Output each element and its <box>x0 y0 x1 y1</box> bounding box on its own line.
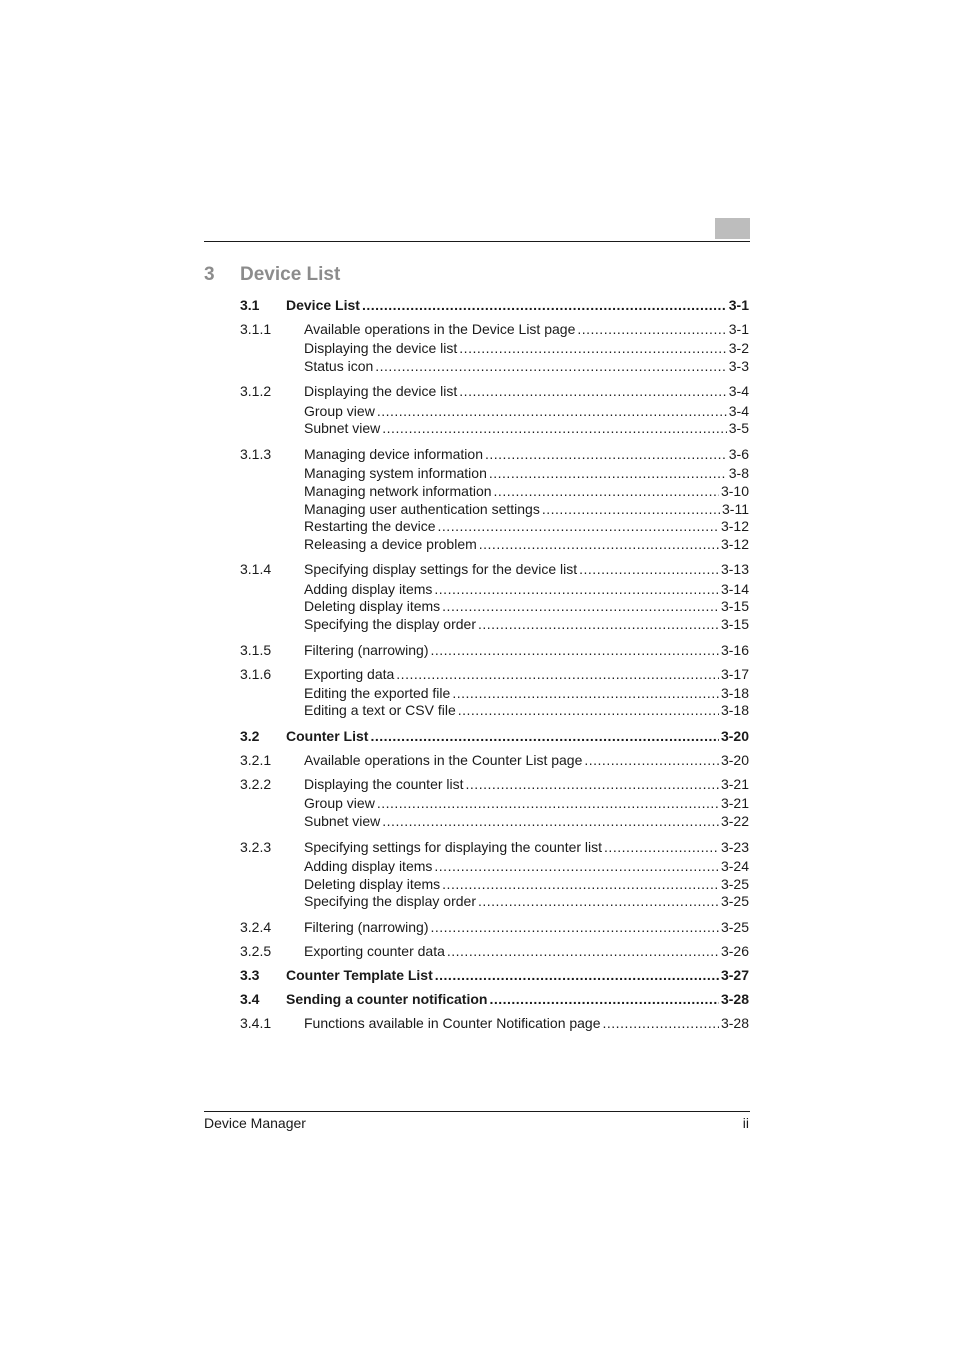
toc-entry-title: Exporting counter data <box>304 943 445 959</box>
toc-entry-title: Available operations in the Counter List page <box>304 752 583 768</box>
toc-entry[interactable] <box>240 535 749 553</box>
toc-entry-line <box>304 482 749 500</box>
toc-entry-page: 3-16 <box>720 642 749 658</box>
toc-dot-leader <box>362 296 727 314</box>
toc-dot-leader <box>459 382 726 400</box>
toc-dot-leader <box>382 419 726 437</box>
toc-entry[interactable] <box>240 684 749 702</box>
toc-entry-title: Specifying the display order <box>304 893 476 909</box>
toc-dot-leader <box>370 727 719 745</box>
toc-entry-line <box>304 751 749 769</box>
toc-entry-title: Displaying the device list <box>304 383 458 399</box>
toc-entry-page: 3-2 <box>728 340 749 356</box>
toc-entry-line <box>304 517 749 535</box>
toc-dot-leader <box>603 1014 719 1032</box>
toc-dot-leader <box>438 517 719 535</box>
toc-entry-page: 3-28 <box>720 1015 749 1031</box>
toc-entry-number: 3.1.3 <box>240 446 272 462</box>
toc-entry[interactable] <box>240 357 749 375</box>
toc-entry-title: Specifying the display order <box>304 616 476 632</box>
toc-entry-line <box>304 892 749 910</box>
toc-dot-leader <box>489 990 719 1008</box>
toc-entry-number: 3.2.4 <box>240 919 272 935</box>
toc-entry-page: 3-21 <box>720 795 749 811</box>
toc-entry[interactable] <box>240 751 749 769</box>
toc-entry-line <box>304 775 749 793</box>
toc-entry-number: 3.1.2 <box>240 383 272 399</box>
toc-entry-page: 3-1 <box>728 297 749 313</box>
toc-entry-title: Sending a counter notification <box>286 991 488 1007</box>
toc-entry-line <box>304 918 749 936</box>
toc-entry[interactable] <box>240 727 749 745</box>
toc-entry[interactable] <box>240 775 749 793</box>
toc-entry-page: 3-4 <box>728 403 749 419</box>
toc-entry-page: 3-23 <box>720 839 749 855</box>
toc-entry-line <box>304 320 749 338</box>
toc-dot-leader <box>485 445 727 463</box>
toc-entry-title: Specifying settings for displaying the counter list <box>304 839 603 855</box>
footer-product-name: Device Manager <box>204 1115 306 1131</box>
toc-entry-line <box>304 402 749 420</box>
toc-entry-page: 3-18 <box>720 685 749 701</box>
toc-entry-page: 3-25 <box>720 919 749 935</box>
toc-entry-page: 3-24 <box>720 858 749 874</box>
toc-entry-line <box>304 615 749 633</box>
toc-entry-page: 3-20 <box>720 752 749 768</box>
toc-entry[interactable] <box>240 1014 749 1032</box>
toc-entry-number: 3.1 <box>240 297 260 313</box>
toc-entry-line <box>286 727 749 745</box>
toc-entry-number: 3.2 <box>240 728 260 744</box>
toc-entry[interactable] <box>240 382 749 400</box>
toc-entry-page: 3-10 <box>720 483 749 499</box>
toc-entry-page: 3-8 <box>728 465 749 481</box>
toc-entry-line <box>304 382 749 400</box>
toc-entry-number: 3.4 <box>240 991 260 1007</box>
toc-entry-number: 3.1.1 <box>240 321 272 337</box>
toc-entry-title: Functions available in Counter Notification page <box>304 1015 601 1031</box>
toc-dot-leader <box>466 775 719 793</box>
toc-entry-line <box>286 966 749 984</box>
toc-entry-page: 3-17 <box>720 666 749 682</box>
toc-entry[interactable] <box>240 597 749 615</box>
toc-entry-line <box>304 419 749 437</box>
toc-entry-page: 3-12 <box>720 518 749 534</box>
toc-dot-leader <box>577 320 726 338</box>
chapter-number: 3 <box>204 264 215 285</box>
footer-rule <box>204 1111 750 1112</box>
toc-dot-leader <box>434 857 719 875</box>
toc-entry-title: Adding display items <box>304 581 433 597</box>
toc-entry-title: Adding display items <box>304 858 433 874</box>
toc-entry[interactable] <box>240 892 749 910</box>
toc-entry-title: Editing the exported file <box>304 685 451 701</box>
toc-entry[interactable] <box>240 990 749 1008</box>
toc-dot-leader <box>542 500 720 518</box>
toc-entry-title: Deleting display items <box>304 876 441 892</box>
toc-entry-title: Releasing a device problem <box>304 536 477 552</box>
toc-entry[interactable] <box>240 942 749 960</box>
toc-entry-title: Subnet view <box>304 420 381 436</box>
toc-entry-line <box>304 339 749 357</box>
toc-entry[interactable] <box>240 918 749 936</box>
toc-dot-leader <box>396 665 719 683</box>
toc-entry[interactable] <box>240 517 749 535</box>
toc-entry[interactable] <box>240 320 749 338</box>
toc-dot-leader <box>459 339 726 357</box>
toc-entry-page: 3-11 <box>722 501 749 517</box>
toc-dot-leader <box>377 402 727 420</box>
toc-entry-title: Deleting display items <box>304 598 441 614</box>
toc-entry-page: 3-25 <box>720 876 749 892</box>
toc-dot-leader <box>479 535 719 553</box>
toc-entry-title: Managing user authentication settings <box>304 501 540 517</box>
toc-entry[interactable] <box>240 580 749 598</box>
toc-dot-leader <box>434 580 719 598</box>
toc-entry[interactable] <box>240 812 749 830</box>
toc-dot-leader <box>489 464 727 482</box>
toc-entry-line <box>304 500 749 518</box>
toc-entry-title: Displaying the counter list <box>304 776 464 792</box>
toc-entry-line <box>304 812 749 830</box>
toc-dot-leader <box>579 560 719 578</box>
toc-dot-leader <box>458 701 719 719</box>
toc-entry[interactable] <box>240 838 749 856</box>
toc-entry-line <box>304 875 749 893</box>
toc-dot-leader <box>494 482 719 500</box>
toc-entry-title: Specifying display settings for the device list <box>304 561 578 577</box>
toc-entry[interactable] <box>240 464 749 482</box>
toc-entry-title: Available operations in the Device List page <box>304 321 576 337</box>
toc-entry-line <box>304 684 749 702</box>
toc-entry-line <box>304 535 749 553</box>
toc-entry-line <box>304 357 749 375</box>
toc-entry-title: Filtering (narrowing) <box>304 919 429 935</box>
toc-entry-line <box>304 665 749 683</box>
toc-dot-leader <box>430 918 718 936</box>
toc-entry-page: 3-15 <box>720 616 749 632</box>
toc-dot-leader <box>478 615 719 633</box>
toc-entry-title: Editing a text or CSV file <box>304 702 456 718</box>
toc-entry[interactable] <box>240 560 749 578</box>
toc-entry-number: 3.1.4 <box>240 561 272 577</box>
toc-entry-title: Restarting the device <box>304 518 436 534</box>
toc-entry-title: Subnet view <box>304 813 381 829</box>
toc-entry-page: 3-3 <box>728 358 749 374</box>
toc-entry[interactable] <box>240 296 749 314</box>
toc-entry-title: Status icon <box>304 358 374 374</box>
toc-dot-leader <box>452 684 719 702</box>
toc-entry-title: Counter List <box>286 728 369 744</box>
toc-entry-number: 3.2.2 <box>240 776 272 792</box>
toc-entry-title: Counter Template List <box>286 967 433 983</box>
toc-entry-line <box>304 701 749 719</box>
toc-entry[interactable] <box>240 857 749 875</box>
toc-entry-number: 3.2.1 <box>240 752 272 768</box>
toc-entry[interactable] <box>240 966 749 984</box>
toc-entry[interactable] <box>240 339 749 357</box>
toc-dot-leader <box>430 641 718 659</box>
toc-entry-line <box>304 1014 749 1032</box>
toc-entry-line <box>304 942 749 960</box>
toc-entry-line <box>304 794 749 812</box>
chapter-tab-marker <box>715 218 750 239</box>
toc-entry[interactable] <box>240 665 749 683</box>
toc-entry-number: 3.3 <box>240 967 260 983</box>
toc-entry[interactable] <box>240 641 749 659</box>
toc-entry-number: 3.2.5 <box>240 943 272 959</box>
toc-entry-number: 3.1.6 <box>240 666 272 682</box>
toc-entry[interactable] <box>240 701 749 719</box>
toc-entry-page: 3-26 <box>720 943 749 959</box>
toc-entry-page: 3-6 <box>728 446 749 462</box>
toc-entry-line <box>304 464 749 482</box>
toc-entry-title: Exporting data <box>304 666 395 682</box>
toc-entry-page: 3-28 <box>720 991 749 1007</box>
toc-entry[interactable] <box>240 482 749 500</box>
toc-dot-leader <box>375 357 727 375</box>
toc-dot-leader <box>382 812 719 830</box>
toc-entry-title: Managing system information <box>304 465 487 481</box>
toc-dot-leader <box>442 875 719 893</box>
toc-dot-leader <box>447 942 719 960</box>
toc-dot-leader <box>604 838 719 856</box>
toc-entry-line <box>304 838 749 856</box>
toc-entry-number: 3.2.3 <box>240 839 272 855</box>
toc-entry-title: Group view <box>304 403 375 419</box>
toc-entry-line <box>304 641 749 659</box>
toc-entry-number: 3.1.5 <box>240 642 272 658</box>
toc-entry-page: 3-25 <box>720 893 749 909</box>
toc-entry-title: Group view <box>304 795 375 811</box>
toc-entry-page: 3-4 <box>728 383 749 399</box>
toc-entry-page: 3-21 <box>720 776 749 792</box>
toc-entry-page: 3-18 <box>720 702 749 718</box>
toc-entry-page: 3-22 <box>720 813 749 829</box>
toc-entry[interactable] <box>240 445 749 463</box>
chapter-title: Device List <box>240 264 341 285</box>
toc-entry-title: Displaying the device list <box>304 340 458 356</box>
toc-entry-page: 3-20 <box>720 728 749 744</box>
toc-entry-title: Device List <box>286 297 360 313</box>
toc-entry-line <box>304 445 749 463</box>
toc-entry-page: 3-12 <box>720 536 749 552</box>
toc-dot-leader <box>377 794 719 812</box>
toc-entry-line <box>286 990 749 1008</box>
toc-entry-title: Managing network information <box>304 483 492 499</box>
toc-entry-title: Managing device information <box>304 446 483 462</box>
toc-entry[interactable] <box>240 794 749 812</box>
toc-entry-page: 3-15 <box>720 598 749 614</box>
toc-entry-title: Filtering (narrowing) <box>304 642 429 658</box>
toc-entry-page: 3-14 <box>720 581 749 597</box>
toc-entry-line <box>304 597 749 615</box>
header-rule <box>204 241 750 242</box>
toc-entry[interactable] <box>240 419 749 437</box>
toc-entry[interactable] <box>240 500 749 518</box>
toc-dot-leader <box>442 597 719 615</box>
toc-entry-line <box>304 857 749 875</box>
toc-dot-leader <box>478 892 719 910</box>
toc-entry[interactable] <box>240 402 749 420</box>
toc-dot-leader <box>584 751 719 769</box>
toc-entry-page: 3-13 <box>720 561 749 577</box>
toc-entry[interactable] <box>240 875 749 893</box>
toc-entry-line <box>304 580 749 598</box>
toc-entry[interactable] <box>240 615 749 633</box>
footer-page-number: ii <box>742 1115 749 1131</box>
toc-entry-line <box>304 560 749 578</box>
toc-entry-line <box>286 296 749 314</box>
toc-entry-number: 3.4.1 <box>240 1015 272 1031</box>
toc-entry-page: 3-1 <box>728 321 749 337</box>
toc-entry-page: 3-5 <box>728 420 749 436</box>
toc-entry-page: 3-27 <box>720 967 749 983</box>
toc-dot-leader <box>435 966 719 984</box>
